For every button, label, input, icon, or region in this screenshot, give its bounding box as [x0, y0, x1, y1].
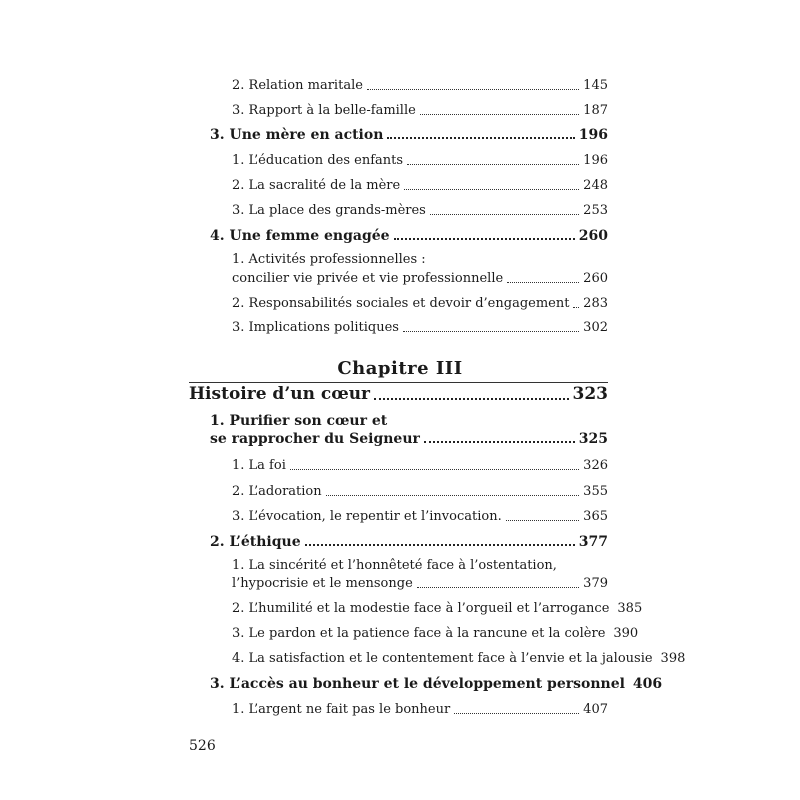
toc-entry [232, 651, 686, 666]
toc-entry-label: 2. L’humilité et la modestie face à l’orgueil et l’arrogance [232, 601, 610, 616]
toc-entry-page: 390 [613, 626, 639, 641]
toc-entry [232, 204, 608, 217]
toc-entry [232, 179, 608, 192]
toc-entry [232, 321, 608, 334]
toc-entry-label: 2. La sacralité de la mère [232, 178, 401, 193]
dot-leader [387, 128, 574, 142]
toc-entry-label: 1. La foi [232, 458, 286, 473]
toc-entry [232, 577, 608, 590]
dot-leader [407, 154, 579, 167]
toc-section [210, 128, 608, 142]
toc-section-label: 3. Une mère en action [210, 127, 384, 143]
toc-entry [232, 79, 608, 92]
toc-entry-page: 379 [583, 576, 608, 591]
chapter-title: Chapitre III [337, 358, 463, 379]
toc-entry-page: 145 [583, 78, 608, 93]
chapter-heading-label: Histoire d’un cœur [189, 384, 371, 404]
toc-section [210, 676, 663, 692]
chapter-heading [189, 386, 608, 403]
toc-section-page: 377 [578, 534, 608, 550]
toc-entry-label: concilier vie privée et vie professionnelle [232, 271, 504, 286]
toc-entry [232, 601, 643, 616]
toc-entry [232, 485, 608, 498]
toc-entry-label: 4. La satisfaction et le contentement face à l’envie et la jalousie [232, 651, 653, 666]
toc-entry-page: 398 [660, 651, 686, 666]
toc-entry [232, 154, 608, 167]
toc-section-label: se rapprocher du Seigneur [210, 431, 420, 447]
dot-leader [424, 432, 575, 446]
toc-entry-label: 3. Rapport à la belle-famille [232, 103, 416, 118]
dot-leader [420, 104, 579, 117]
dot-leader [394, 229, 575, 243]
toc-entry-label: 1. L’argent ne fait pas le bonheur [232, 702, 451, 717]
toc-entry-page: 302 [583, 320, 608, 335]
toc-entry-page: 260 [583, 271, 608, 286]
toc-section-page: 260 [578, 228, 608, 244]
toc-entry-page: 355 [583, 484, 608, 499]
dot-leader [506, 510, 579, 523]
toc-entry-label: 3. L’évocation, le repentir et l’invocation. [232, 509, 502, 524]
toc-entry-label: l’hypocrisie et le mensonge [232, 576, 413, 591]
toc-entry-label: 3. Le pardon et la patience face à la rancune et la colère [232, 626, 606, 641]
toc-section [210, 535, 608, 549]
toc-entry-label: 1. L’éducation des enfants [232, 153, 404, 168]
dot-leader [417, 577, 579, 590]
toc-entry [232, 272, 608, 285]
toc-entry-page: 248 [583, 178, 608, 193]
toc-entry [232, 510, 608, 523]
toc-section-page: 406 [632, 676, 663, 692]
toc-entry [232, 626, 639, 641]
toc-entry-label: 3. Implications politiques [232, 320, 399, 335]
toc-entry [232, 297, 608, 310]
toc-section-label: 4. Une femme engagée [210, 228, 390, 244]
toc-section [210, 229, 608, 243]
dot-leader [326, 485, 580, 498]
chapter-rule [189, 382, 608, 383]
toc-entry [232, 459, 608, 472]
toc-entry-label: 2. L’adoration [232, 484, 322, 499]
toc-entry [232, 104, 608, 117]
toc-section-page: 196 [578, 127, 608, 143]
dot-leader [367, 79, 579, 92]
toc-entry [232, 703, 608, 716]
toc-section-page: 325 [578, 431, 608, 447]
chapter-heading-page: 323 [572, 384, 608, 404]
dot-leader [404, 179, 579, 192]
page-number: 526 [189, 738, 216, 754]
toc-entry-page: 326 [583, 458, 608, 473]
toc-entry-page: 407 [583, 702, 608, 717]
dot-leader [305, 535, 575, 549]
dot-leader [430, 204, 579, 217]
toc-entry-page: 365 [583, 509, 608, 524]
toc-section-label: 3. L’accès au bonheur et le développement personnel [210, 676, 625, 692]
toc-entry-page: 187 [583, 103, 608, 118]
dot-leader [454, 703, 579, 716]
dot-leader [573, 297, 579, 310]
toc-entry-page: 283 [583, 296, 608, 311]
toc-entry-page: 385 [617, 601, 643, 616]
dot-leader [374, 386, 568, 403]
toc-entry-page: 196 [583, 153, 608, 168]
toc-section-label: 2. L’éthique [210, 534, 301, 550]
toc-entry-label: 2. Responsabilités sociales et devoir d’engagement [232, 296, 570, 311]
toc-section [210, 432, 608, 446]
toc-entry-label: 2. Relation maritale [232, 78, 363, 93]
toc-section-first-line: 1. Purifier son cœur et [210, 413, 388, 429]
toc-entry-first-line: 1. Activités professionnelles : [232, 252, 426, 267]
toc-entry-first-line: 1. La sincérité et l’honnêteté face à l’ostentation, [232, 558, 557, 573]
toc-entry-page: 253 [583, 203, 608, 218]
dot-leader [403, 321, 579, 334]
toc-entry-label: 3. La place des grands-mères [232, 203, 426, 218]
dot-leader [290, 459, 579, 472]
dot-leader [507, 272, 579, 285]
